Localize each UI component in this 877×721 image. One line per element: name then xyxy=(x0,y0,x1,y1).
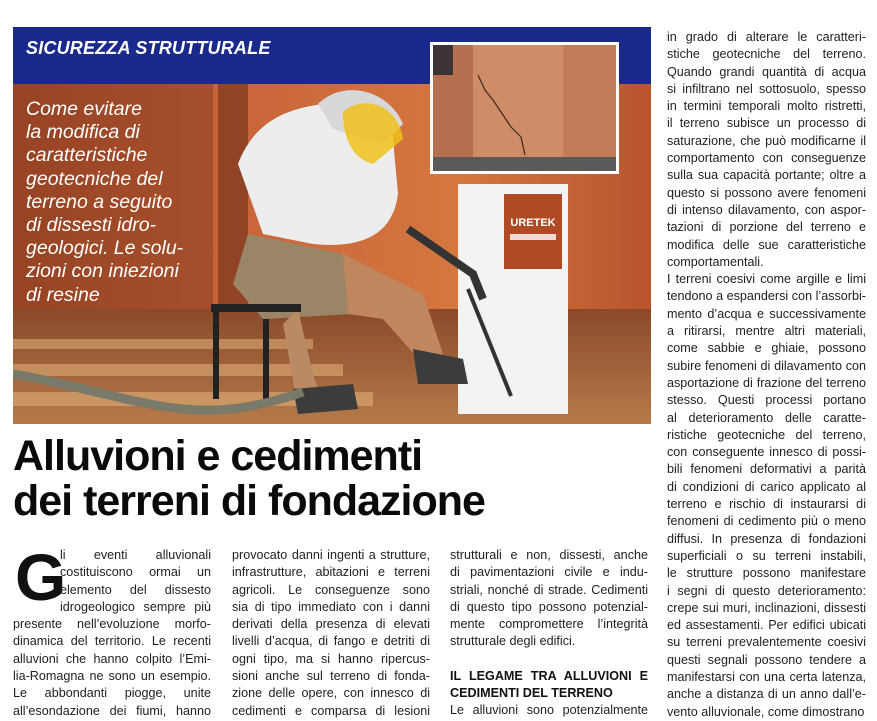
article-line: come sabbie e ghiaie, possono xyxy=(667,341,866,356)
article-line: agricoli. Le conseguenze sono xyxy=(232,582,430,597)
standfirst-text: Come evitare la modifica di caratteristiche geotecniche del terreno a seguito di dissesti idro- geologici. Le solu- zioni con iniezioni di resine xyxy=(26,98,184,306)
article-line: crepe sui muri, inclinazioni, dissesti xyxy=(667,600,866,615)
sign-brand-text: URETEK xyxy=(510,217,556,229)
article-line: in termini temporali molto ristretti, xyxy=(667,99,866,114)
article-line: con conseguente innesco di possi- xyxy=(667,445,866,460)
article-line: presente nell’evoluzione morfo- xyxy=(13,617,211,632)
article-line: anche a distanza di un anno dall’e- xyxy=(667,687,866,702)
article-line: in grado di alterare le caratteri- xyxy=(667,30,866,44)
article-line: Le alluvioni sono potenzialmente xyxy=(450,703,648,718)
article-line: le strutture possono manifestare xyxy=(667,566,866,581)
inset-crack-photo xyxy=(430,42,619,174)
article-line: i segni di questo deterioramento: xyxy=(667,583,866,598)
article-line: lia-Romagna ne sono un esempio. xyxy=(13,669,211,684)
article-line: superficiali o su terreni instabili, xyxy=(667,548,866,563)
article-line: su terreni prevalentemente coesivi xyxy=(667,635,866,650)
article-line: subire fenomeni di dilavamento con xyxy=(667,358,866,373)
article-line: vento alluvionale, come dimostrano xyxy=(667,704,865,719)
article-line: mento d’acqua e successivamente xyxy=(667,306,866,321)
article-column-3 xyxy=(450,547,648,720)
article-column-4 xyxy=(667,29,866,721)
standfirst xyxy=(26,98,211,307)
article-line: terreno e rischio di instaurarsi di xyxy=(667,497,866,512)
article-line: alluvioni che hanno colpito l’Emi- xyxy=(13,651,211,666)
article-line: modifica delle sue caratteristiche xyxy=(667,237,866,252)
article-line: strutturale degli edifici. xyxy=(450,634,576,649)
article-line: elemento del dissesto xyxy=(60,582,211,597)
article-line: al deterioramento delle caratte- xyxy=(667,410,866,425)
article-line: zione delle opere, con innesco di xyxy=(232,686,430,701)
article-line: strutturali e non, dissesti, anche xyxy=(450,548,648,562)
article-line: I terreni coesivi come argille e limi xyxy=(667,272,866,287)
article-line: ristiche geotecniche del terreno, xyxy=(667,427,866,442)
article-line: livelli d’acqua, di fango e detriti di xyxy=(232,634,430,649)
article-line: questo si possono avere fenomeni xyxy=(667,185,866,200)
article-line: ogni tipo, ma si hanno ripercus- xyxy=(232,651,430,666)
article-line: asportazione di frazione del terreno xyxy=(667,375,866,390)
article-line: derivati della presenza di elevati xyxy=(232,617,430,632)
article-line: saturazione, che può modificarne il xyxy=(667,133,866,148)
article-line: stiche geotecniche del terreno. xyxy=(667,47,866,62)
article-line: di condizioni di carico applicato al xyxy=(667,479,866,494)
article-line: dinamica del territorio. Le recenti xyxy=(13,634,211,649)
article-line: il terreno subisce un processo di xyxy=(667,116,866,131)
article-line: bili fenomeni deformativi a parità xyxy=(667,462,866,477)
article-line: mente compromettere l’integrità xyxy=(450,617,648,632)
article-column-2 xyxy=(232,547,430,720)
headline xyxy=(13,434,653,524)
article-line: si infiltrano nel sottosuolo, spesso xyxy=(667,81,866,96)
article-line: all’esondazione dei fiumi, hanno xyxy=(13,703,211,718)
article-line: cedimenti e comparsa di lesioni xyxy=(232,703,430,718)
headline-line-2: dei terreni di fondazione xyxy=(13,477,485,525)
article-line: manifestarsi con una certa latenza, xyxy=(667,669,866,684)
article-line: di intenso dilavamento, con aspor- xyxy=(667,202,866,217)
headline-line-1: Alluvioni e cedimenti xyxy=(13,432,423,480)
drop-cap: G xyxy=(15,540,67,614)
subheading-line-2: CEDIMENTI DEL TERRENO xyxy=(450,686,613,701)
article-line: li eventi alluvionali xyxy=(60,548,211,562)
article-line: sia di tipo immediato con i danni xyxy=(232,599,430,614)
article-line: Le abbondanti piogge, unite xyxy=(13,686,211,701)
article-line: idrogeologico sempre più xyxy=(60,599,211,614)
article-line: stesso. Questi processi portano xyxy=(667,393,866,408)
article-line: diffusi. In presenza di fondazioni xyxy=(667,531,866,546)
article-line: a ritirarsi, mentre altri materiali, xyxy=(667,324,866,339)
article-line: comportamento con conseguenze xyxy=(667,151,866,166)
article-line: provocato danni ingenti a strutture, xyxy=(232,548,430,562)
article-line: costituiscono ormai un xyxy=(60,565,211,580)
article-line: di questo tipo possono potenzial- xyxy=(450,599,648,614)
section-label: SICUREZZA STRUTTURALE xyxy=(26,38,271,58)
article-line: striali, nonché di strade. Cedimenti xyxy=(450,582,648,597)
article-line: fenomeni di cedimento più o meno xyxy=(667,514,866,529)
article-line: ed assestamenti. Per edifici ubicati xyxy=(667,618,866,633)
article-line: tendono a espandersi con l’assorbi- xyxy=(667,289,866,304)
article-line: sulla sua capacità portante; oltre a xyxy=(667,168,866,183)
article-line: di pavimentazioni civile e indu- xyxy=(450,565,648,580)
article-line: questi segnali possono tendere a xyxy=(667,652,866,667)
article-line: tazioni di porzione del terreno e xyxy=(667,220,866,235)
subheading xyxy=(450,668,648,703)
article-line: comportamentali. xyxy=(667,254,764,269)
article-line: Quando grandi quantità di acqua xyxy=(667,64,866,79)
article-column-1 xyxy=(13,547,211,720)
article-line: sioni anche sul terreno di fonda- xyxy=(232,669,430,684)
article-line: infrastrutture, abitazioni e terreni xyxy=(232,565,430,580)
subheading-line-1: IL LEGAME TRA ALLUVIONI E xyxy=(450,668,648,683)
